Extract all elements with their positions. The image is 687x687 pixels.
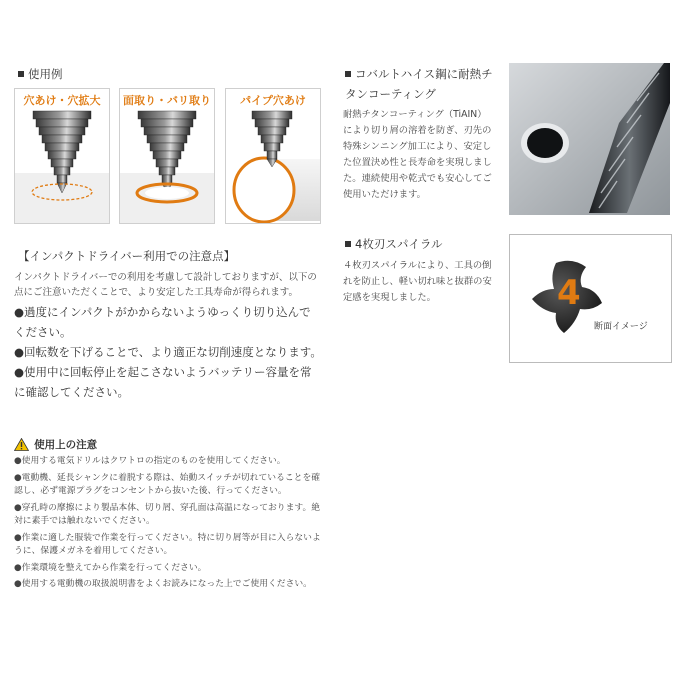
cross-section-caption: 断面イメージ [594, 322, 648, 332]
impact-point: ●過度にインパクトがかからないようゆっくり切り込んでください。 [14, 305, 311, 339]
square-bullet-icon [18, 71, 24, 77]
usage-panel-drilling [14, 88, 110, 224]
step-drill-chamfering-illustration [120, 89, 214, 223]
caution-item: ●使用する電動機の取扱説明書をよくお読みになった上でご使用ください。 [14, 579, 312, 589]
caution-list [14, 455, 326, 595]
usage-panel-pipe [225, 88, 321, 224]
usage-panel-chamfering [119, 88, 215, 224]
usage-panel-label: 穴あけ・穴拡大 [23, 94, 101, 107]
caution-heading-text: 使用上の注意 [34, 439, 98, 451]
caution-heading [14, 434, 97, 453]
four-flute-section-icon [510, 235, 671, 362]
impact-point: ●使用中に回転停止を起こさないようバッテリー容量を常に確認してください。 [14, 365, 312, 399]
cobalt-heading-text: コバルトハイス鋼に耐熱チタンコーティング [345, 67, 493, 101]
spiral-heading [345, 236, 442, 252]
impact-intro: インパクトドライバーでの利用を考慮して設計しておりますが、以下の点にご注意いただくことで、より安定した工具寿命が得られます。 [14, 272, 317, 298]
cobalt-heading [345, 64, 495, 104]
warning-icon [14, 438, 29, 451]
step-drill-drilling-illustration [15, 89, 109, 223]
cobalt-body: 耐熱チタンコーティング（TiAIN）により切り屑の溶着を防ぎ、刃先の特殊シンニング加工により、安定した位置決め性と長寿命を実現しました。連続使用や乾式でも安心してご使用いただけます。 [343, 109, 492, 200]
usage-panel-label: 面取り・バリ取り [123, 94, 211, 107]
flute-count-number: 4 [557, 273, 581, 313]
drill-photo-illustration [509, 63, 670, 215]
caution-item: ●作業に適した服装で作業を行ってください。特に切り屑等が目に入らないように、保護メガネを着用してください。 [14, 532, 321, 556]
cross-section-image [509, 234, 672, 363]
drill-product-photo [509, 63, 670, 215]
spiral-body: ４枚刃スパイラルにより、工具の倒れを防止し、軽い切れ味と抜群の安定感を実現しました。 [343, 260, 492, 303]
usage-heading-text: 使用例 [28, 67, 63, 81]
step-drill-pipe-illustration [226, 89, 320, 223]
square-bullet-icon [345, 241, 351, 247]
square-bullet-icon [345, 71, 351, 77]
spiral-heading-text: 4枚刃スパイラル [355, 237, 443, 251]
caution-item: ●使用する電気ドリルはクワトロの指定のものを使用してください。 [14, 456, 286, 466]
caution-item: ●穿孔時の摩擦により製品本体、切り屑、穿孔面は高温になっております。絶対に素手では触れないでください。 [14, 502, 321, 526]
caution-item: ●電動機、延長シャンクに着脱する際は、始動スイッチが切れていることを確認し、必ず電源プラグをコンセントから抜いた後、行ってください。 [14, 472, 321, 496]
caution-item: ●作業環境を整えてから作業を行ってください。 [14, 562, 207, 573]
usage-heading [18, 66, 63, 82]
impact-point: ●回転数を下げることで、より適正な切削速度となります。 [14, 345, 322, 359]
usage-panel-label: パイプ穴あけ [240, 94, 306, 107]
impact-points [14, 302, 322, 402]
impact-heading: 【インパクトドライバー利用での注意点】 [18, 249, 236, 263]
